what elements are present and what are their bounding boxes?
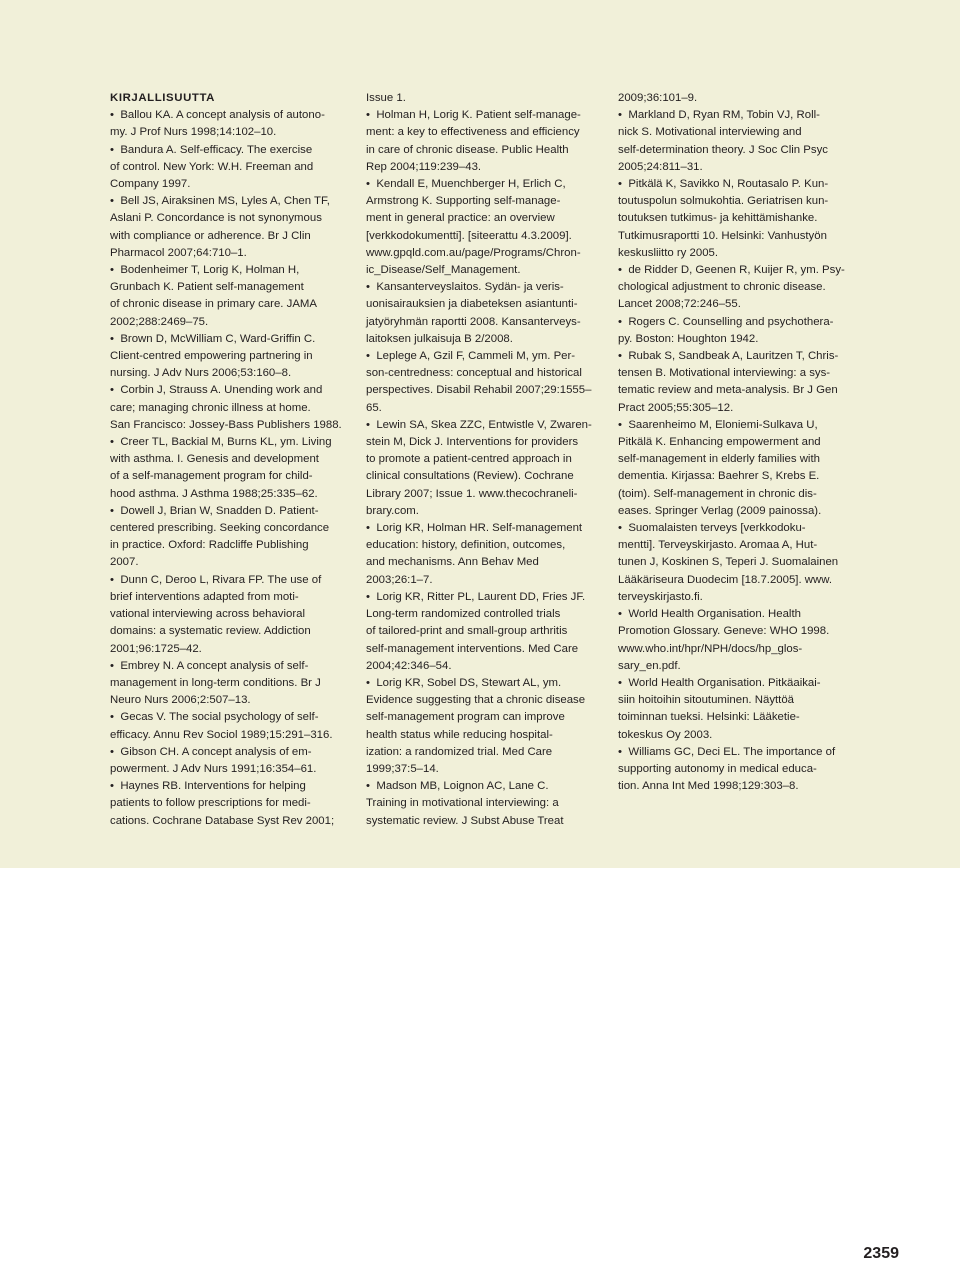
page-number: 2359: [863, 1245, 899, 1262]
reference-line: Lääkäriseura Duodecim [18.7.2005]. www.: [618, 573, 833, 586]
reference-line: • Holman H, Lorig K. Patient self-manage-: [366, 107, 596, 124]
reference-line: • Brown D, McWilliam C, Ward-Griffin C.: [110, 331, 343, 348]
reference-line: keskusliitto ry 2005.: [618, 246, 719, 259]
reference-line: tunen J, Koskinen S, Teperi J. Suomalainen: [618, 556, 839, 569]
reference-line: Client-centred empowering partnering in: [110, 350, 313, 363]
reference-line: of a self-management program for child-: [110, 470, 313, 483]
reference-line: 2009;36:101–9.: [618, 92, 698, 104]
reference-line: management in long-term conditions. Br J: [110, 676, 321, 689]
reference-line: terveyskirjasto.fi.: [618, 590, 703, 603]
reference-line: Pharmacol 2007;64:710–1.: [110, 246, 247, 259]
reference-line: of control. New York: W.H. Freeman and: [110, 160, 314, 173]
reference-line: Lancet 2008;72:246–55.: [618, 298, 741, 311]
reference-line: of tailored-print and small-group arthritis: [366, 625, 568, 638]
reference-line: stein M, Dick J. Interventions for providers: [366, 436, 579, 449]
reference-line: • Kendall E, Muenchberger H, Erlich C,: [366, 176, 596, 193]
reference-line: • Saarenheimo M, Eloniemi-Sulkava U,: [618, 417, 849, 434]
reference-line: Training in motivational interviewing: a: [366, 797, 559, 810]
reference-line: • Embrey N. A concept analysis of self-: [110, 658, 343, 675]
reference-line: brary.com.: [366, 504, 419, 517]
reference-line: and mechanisms. Ann Behav Med: [366, 556, 539, 569]
reference-line: centered prescribing. Seeking concordance: [110, 522, 330, 535]
reference-line: ment: a key to effectiveness and efficiency: [366, 126, 580, 139]
reference-line: • Rubak S, Sandbeak A, Lauritzen T, Chris-: [618, 348, 849, 365]
reference-line: 2004;42:346–54.: [366, 659, 452, 672]
reference-line: Armstrong K. Supporting self-manage-: [366, 195, 561, 208]
reference-line: • Williams GC, Deci EL. The importance of: [618, 744, 849, 761]
reference-line: • Ballou KA. A concept analysis of autono-: [110, 107, 343, 124]
reference-line: brief interventions adapted from moti-: [110, 590, 299, 603]
reference-line: supporting autonomy in medical educa-: [618, 762, 817, 775]
reference-line: Neuro Nurs 2006;2:507–13.: [110, 694, 251, 707]
reference-line: tokeskus Oy 2003.: [618, 728, 713, 741]
reference-line: • Lewin SA, Skea ZZC, Entwistle V, Zwaren-: [366, 417, 596, 434]
reference-line: of chronic disease in primary care. JAMA: [110, 298, 318, 311]
reference-line: self-management in elderly families with: [618, 453, 820, 466]
reference-line: siin hoitoihin sitoutuminen. Näyttöä: [618, 694, 795, 707]
reference-line: eases. Springer Verlag (2009 painossa).: [618, 504, 822, 517]
reference-line: with asthma. I. Genesis and development: [110, 453, 319, 466]
reference-line: • Creer TL, Backial M, Burns KL, ym. Living: [110, 434, 343, 451]
reference-line: 2001;96:1725–42.: [110, 642, 202, 655]
reference-line: Library 2007; Issue 1. www.thecochraneli-: [366, 487, 578, 500]
reference-line: 2005;24:811–31.: [618, 160, 703, 173]
reference-line: Aslani P. Concordance is not synonymous: [110, 212, 322, 225]
reference-line: • de Ridder D, Geenen R, Kuijer R, ym. Psy-: [618, 262, 849, 279]
reference-line: in practice. Oxford: Radcliffe Publishing: [110, 539, 309, 552]
reference-line: tion. Anna Int Med 1998;129:303–8.: [618, 780, 799, 793]
reference-line: toutuksen tutkimus- ja kehittämishanke.: [618, 212, 818, 225]
reference-line: • Madson MB, Loignon AC, Lane C.: [366, 778, 596, 795]
reference-line: Promotion Glossary. Geneve: WHO 1998.: [618, 625, 830, 638]
reference-line: Long-term randomized controlled trials: [366, 608, 561, 621]
reference-line: 65.: [366, 401, 382, 414]
reference-line: domains: a systematic review. Addiction: [110, 625, 311, 638]
reference-line: cations. Cochrane Database Syst Rev 2001;: [110, 814, 335, 827]
column-3-lines: [618, 90, 849, 795]
reference-line: (toim). Self-management in chronic dis-: [618, 487, 817, 500]
reference-line: • Pitkälä K, Savikko N, Routasalo P. Kun-: [618, 176, 849, 193]
reference-line: in care of chronic disease. Public Health: [366, 143, 569, 156]
reference-line: vational interviewing across behavioral: [110, 608, 306, 621]
references-column-1: [110, 90, 343, 830]
reference-line: self-management interventions. Med Care: [366, 642, 579, 655]
reference-line: sary_en.pdf.: [618, 659, 681, 672]
reference-line: son-centredness: conceptual and historical: [366, 367, 582, 380]
reference-line: education: history, definition, outcomes,: [366, 539, 566, 552]
reference-line: Company 1997.: [110, 178, 191, 191]
reference-line: hood asthma. J Asthma 1988;25:335–62.: [110, 487, 318, 500]
column-2-lines: [366, 90, 596, 830]
reference-line: py. Boston: Houghton 1942.: [618, 332, 759, 345]
reference-line: www.gpqld.com.au/page/Programs/Chron-: [366, 246, 581, 259]
reference-line: mentti]. Terveyskirjasto. Aromaa A, Hut-: [618, 539, 818, 552]
reference-line: tematic review and meta-analysis. Br J Gen: [618, 384, 838, 397]
reference-line: • Gibson CH. A concept analysis of em-: [110, 744, 343, 761]
reference-line: dementia. Kirjassa: Baehrer S, Krebs E.: [618, 470, 820, 483]
reference-line: Evidence suggesting that a chronic disease: [366, 694, 586, 707]
reference-line: to promote a patient-centred approach in: [366, 453, 572, 466]
reference-line: 1999;37:5–14.: [366, 762, 439, 775]
reference-line: jatyöryhmän raportti 2008. Kansanterveys-: [366, 315, 581, 328]
reference-line: San Francisco: Jossey-Bass Publishers 1988.: [110, 418, 342, 431]
references-column-3: [618, 90, 849, 795]
reference-line: • Leplege A, Gzil F, Cammeli M, ym. Per-: [366, 348, 596, 365]
reference-line: with compliance or adherence. Br J Clin: [110, 229, 311, 242]
reference-line: toiminnan tueksi. Helsinki: Lääketie-: [618, 711, 800, 724]
reference-line: self-determination theory. J Soc Clin Psyc: [618, 143, 828, 156]
reference-line: • Lorig KR, Ritter PL, Laurent DD, Fries JF.: [366, 589, 596, 606]
reference-line: my. J Prof Nurs 1998;14:102–10.: [110, 126, 277, 139]
reference-line: • Bodenheimer T, Lorig K, Holman H,: [110, 262, 343, 279]
reference-line: ic_Disease/Self_Management.: [366, 264, 521, 277]
reference-line: • Haynes RB. Interventions for helping: [110, 778, 343, 795]
reference-line: Issue 1.: [366, 92, 406, 104]
reference-line: www.who.int/hpr/NPH/docs/hp_glos-: [618, 642, 803, 655]
reference-line: • World Health Organisation. Pitkäaikai-: [618, 675, 849, 692]
reference-line: • World Health Organisation. Health: [618, 606, 849, 623]
reference-line: • Markland D, Ryan RM, Tobin VJ, Roll-: [618, 107, 849, 124]
references-heading: KIRJALLISUUTTA: [110, 92, 216, 104]
reference-line: ment in general practice: an overview: [366, 212, 555, 225]
reference-line: Pract 2005;55:305–12.: [618, 401, 734, 414]
reference-line: • Lorig KR, Holman HR. Self-management: [366, 520, 596, 537]
reference-line: powerment. J Adv Nurs 1991;16:354–61.: [110, 762, 317, 775]
reference-line: Tutkimusraportti 10. Helsinki: Vanhustyön: [618, 229, 827, 242]
reference-line: health status while reducing hospital-: [366, 728, 553, 741]
references-column-2: [366, 90, 596, 830]
reference-line: Pitkälä K. Enhancing empowerment and: [618, 436, 821, 449]
reference-line: • Gecas V. The social psychology of self-: [110, 709, 343, 726]
reference-line: 2003;26:1–7.: [366, 573, 433, 586]
reference-line: systematic review. J Subst Abuse Treat: [366, 814, 564, 827]
reference-line: • Dowell J, Brian W, Snadden D. Patient-: [110, 503, 343, 520]
reference-line: efficacy. Annu Rev Sociol 1989;15:291–316.: [110, 728, 333, 741]
reference-line: toutuspolun solmukohtia. Geriatrisen kun-: [618, 195, 829, 208]
column-1-lines: [110, 107, 343, 830]
reference-line: • Kansanterveyslaitos. Sydän- ja veris-: [366, 279, 596, 296]
reference-line: patients to follow prescriptions for medi-: [110, 797, 311, 810]
reference-line: laitoksen julkaisuja B 2/2008.: [366, 332, 513, 345]
reference-line: uonisairauksien ja diabeteksen asiantunti-: [366, 298, 578, 311]
reference-line: chological adjustment to chronic disease.: [618, 281, 826, 294]
reference-line: care; managing chronic illness at home.: [110, 401, 311, 414]
reference-line: nursing. J Adv Nurs 2006;53:160–8.: [110, 367, 292, 380]
reference-line: • Dunn C, Deroo L, Rivara FP. The use of: [110, 572, 343, 589]
reference-line: • Corbin J, Strauss A. Unending work and: [110, 382, 343, 399]
reference-line: 2002;288:2469–75.: [110, 315, 209, 328]
reference-line: clinical consultations (Review). Cochrane: [366, 470, 574, 483]
reference-line: • Lorig KR, Sobel DS, Stewart AL, ym.: [366, 675, 596, 692]
reference-line: [verkkodokumentti]. [siteerattu 4.3.2009].: [366, 229, 572, 242]
reference-line: • Bell JS, Airaksinen MS, Lyles A, Chen TF,: [110, 193, 343, 210]
reference-line: Grunbach K. Patient self-management: [110, 281, 304, 294]
reference-line: • Suomalaisten terveys [verkkodoku-: [618, 520, 849, 537]
reference-line: self-management program can improve: [366, 711, 565, 724]
reference-line: tensen B. Motivational interviewing: a sys-: [618, 367, 831, 380]
reference-line: perspectives. Disabil Rehabil 2007;29:1555–: [366, 384, 592, 397]
reference-line: ization: a randomized trial. Med Care: [366, 745, 553, 758]
reference-line: nick S. Motivational interviewing and: [618, 126, 802, 139]
reference-line: 2007.: [110, 556, 139, 569]
reference-line: • Rogers C. Counselling and psychothera-: [618, 314, 849, 331]
reference-line: Rep 2004;119:239–43.: [366, 160, 482, 173]
reference-line: • Bandura A. Self-efficacy. The exercise: [110, 142, 343, 159]
